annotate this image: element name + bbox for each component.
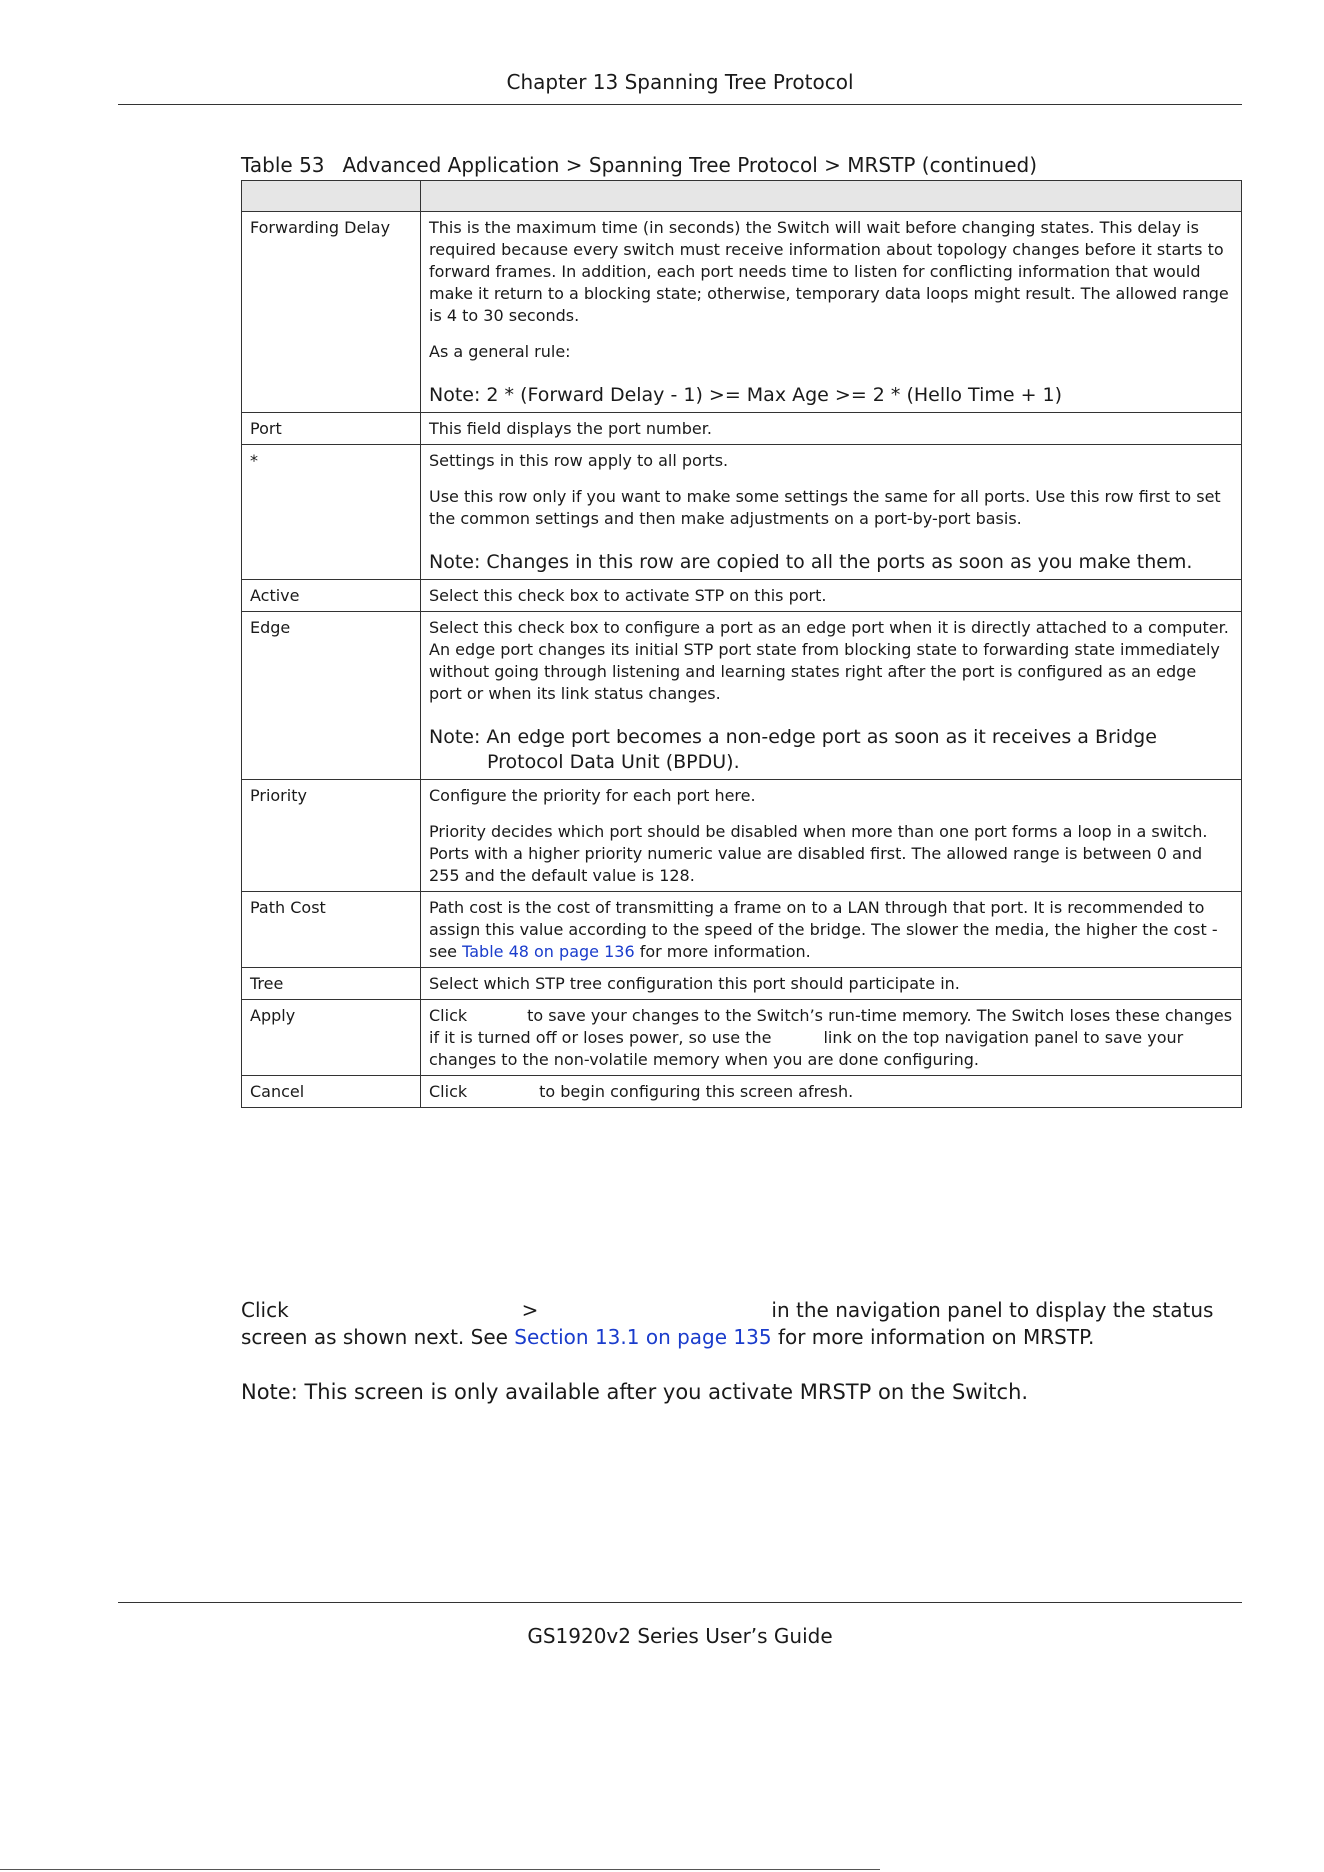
footer-guide-title: GS1920v2 Series User’s Guide — [527, 1624, 833, 1648]
row-description — [421, 1076, 1242, 1108]
description-text — [429, 1005, 1233, 1071]
table-row — [242, 968, 1242, 1000]
description-text: Select this check box to activate STP on this port. — [429, 586, 827, 605]
row-label: Edge — [242, 612, 421, 780]
text-span: for more information. — [634, 942, 811, 961]
table-number: Table 53 — [241, 153, 325, 177]
table-row — [242, 892, 1242, 968]
description-text: Select this check box to configure a port as an edge port when it is directly attached to a computer. An edge port changes its initial STP port state from blocking state to forwarding state immediately without going through listening and learning states right after the port is configured as an edge port or when its link status changes. — [429, 618, 1229, 703]
row-description — [421, 580, 1242, 612]
section-13-1-link[interactable]: Section 13.1 on page 135 — [514, 1325, 772, 1349]
row-description — [421, 1000, 1242, 1076]
text-span: Path cost is the cost of transmitting a frame on to a LAN through that port. It is recommended to assign this value according to the speed of the bridge. The slower the media, the higher the cost - see — [429, 898, 1218, 961]
text-span: link on the top navigation panel to save your changes to the non-volatile memory when you are done configuring. — [429, 1028, 1184, 1069]
table-title: Advanced Application > Spanning Tree Protocol > MRSTP (continued) — [342, 153, 1038, 177]
table-row — [242, 1076, 1242, 1108]
text-span: Click — [241, 1298, 289, 1322]
row-label: Priority — [242, 780, 421, 892]
table-row — [242, 612, 1242, 780]
description-text: This field displays the port number. — [429, 419, 712, 438]
row-label: Cancel — [242, 1076, 421, 1108]
footer-rule — [118, 1602, 1242, 1603]
table-row — [242, 580, 1242, 612]
table-row — [242, 780, 1242, 892]
body-line — [241, 1297, 1242, 1324]
row-label: Path Cost — [242, 892, 421, 968]
row-description — [421, 445, 1242, 580]
text-span: in the navigation panel to display the status — [771, 1298, 1214, 1322]
text-span: Click — [429, 1082, 468, 1101]
row-label: Port — [242, 413, 421, 445]
note-line: Note: An edge port becomes a non-edge port as soon as it receives a Bridge — [429, 726, 1157, 748]
text-span: screen as shown next. See — [241, 1325, 515, 1349]
table-row — [242, 413, 1242, 445]
description-text: Priority decides which port should be disabled when more than one port forms a loop in a switch. Ports with a higher priority numeric value are disabled first. The allowed range is between 0 and 255 and the default value is 128. — [429, 822, 1208, 885]
header-rule — [118, 104, 1242, 105]
row-label: * — [242, 445, 421, 580]
row-description — [421, 968, 1242, 1000]
text-span: for more information on MRSTP. — [771, 1325, 1095, 1349]
note-text: Note: 2 * (Forward Delay - 1) >= Max Age >= 2 * (Hello Time + 1) — [429, 384, 1063, 406]
row-description — [421, 212, 1242, 413]
note-text: Note: Changes in this row are copied to all the ports as soon as you make them. — [429, 551, 1193, 573]
text-span: to begin configuring this screen afresh. — [539, 1082, 854, 1101]
table-row — [242, 212, 1242, 413]
row-description — [421, 780, 1242, 892]
table-header-row — [242, 181, 1242, 212]
description-text — [429, 1081, 1233, 1103]
row-description — [421, 892, 1242, 968]
table-caption — [241, 153, 1037, 177]
header-cell-description — [421, 181, 1242, 212]
chapter-header: Chapter 13 Spanning Tree Protocol — [506, 70, 854, 94]
body-paragraph — [241, 1297, 1242, 1351]
text-span: > — [521, 1298, 539, 1322]
row-label: Tree — [242, 968, 421, 1000]
header-cell-label — [242, 181, 421, 212]
description-text — [429, 897, 1233, 963]
body-line — [241, 1324, 1242, 1351]
table-row — [242, 445, 1242, 580]
description-text: Use this row only if you want to make some settings the same for all ports. Use this row first to set the common settings and then make adjustments on a port-by-port basis. — [429, 487, 1221, 528]
row-description — [421, 413, 1242, 445]
description-text: This is the maximum time (in seconds) the Switch will wait before changing states. This delay is required because every switch must receive information about topology changes before it starts to forward frames. In addition, each port needs time to listen for conflicting information that would make it return to a blocking state; otherwise, temporary data loops might result. The allowed range is 4 to 30 seconds. — [429, 218, 1229, 325]
note-text — [429, 725, 1233, 775]
text-span: Click — [429, 1006, 468, 1025]
table-row — [242, 1000, 1242, 1076]
row-label: Apply — [242, 1000, 421, 1076]
row-label: Active — [242, 580, 421, 612]
note-line: Protocol Data Unit (BPDU). — [487, 751, 740, 773]
text-span: to save your changes to the Switch’s run-time memory. The Switch loses these changes if it is turned off or loses power, so use the — [429, 1006, 1233, 1047]
description-text: As a general rule: — [429, 342, 571, 361]
table-48-link[interactable]: Table 48 on page 136 — [462, 942, 635, 961]
description-text: Configure the priority for each port here. — [429, 786, 756, 805]
field-description-table — [241, 180, 1242, 1108]
body-note: Note: This screen is only available after you activate MRSTP on the Switch. — [241, 1380, 1029, 1404]
row-description — [421, 612, 1242, 780]
description-text: Select which STP tree configuration this port should participate in. — [429, 974, 960, 993]
page-edge-line — [0, 1869, 880, 1870]
description-text: Settings in this row apply to all ports. — [429, 451, 729, 470]
row-label: Forwarding Delay — [242, 212, 421, 413]
